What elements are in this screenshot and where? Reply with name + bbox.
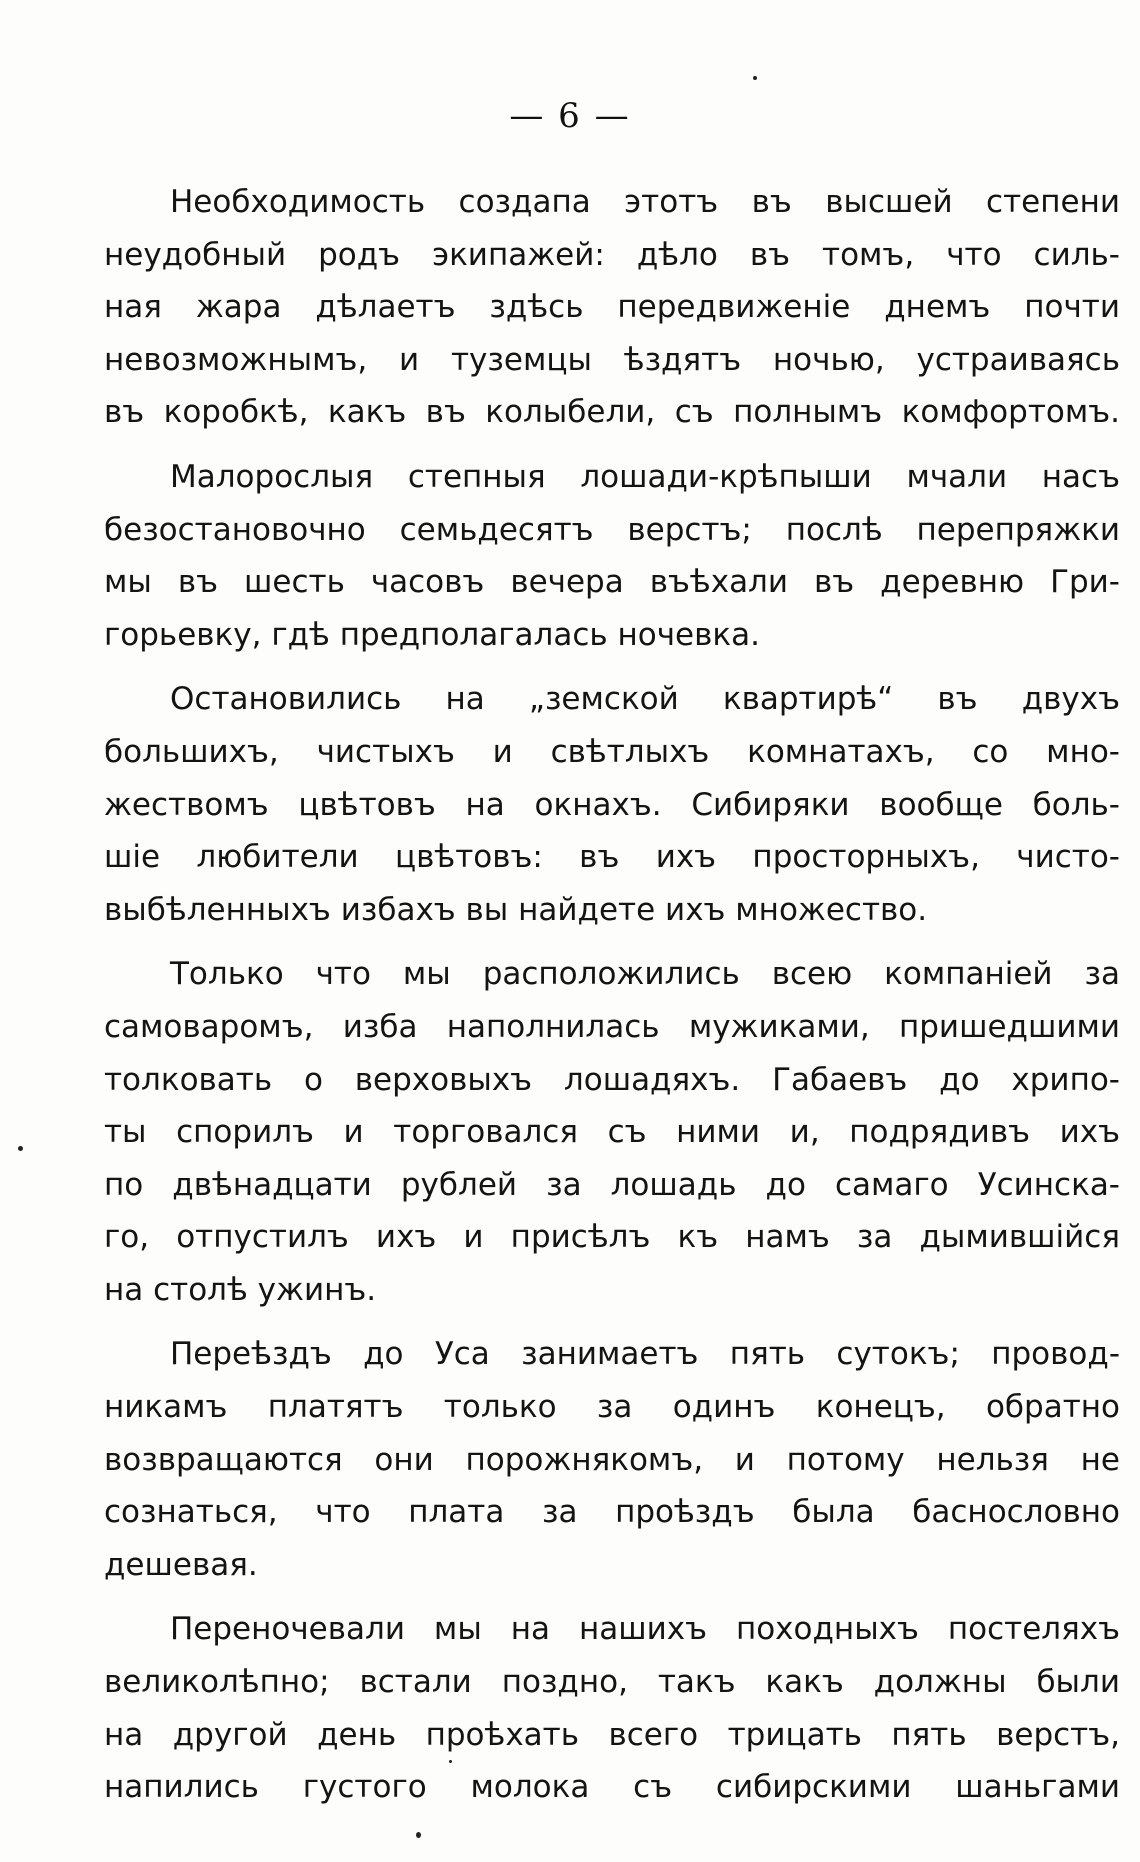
text-line: по двѣнадцати рублей за лошадь до самаго Усинска- — [104, 1166, 1120, 1203]
paragraph-2 — [104, 451, 1120, 661]
scan-speck — [449, 1760, 452, 1763]
text-line: Переночевали мы на нашихъ походныхъ постеляхъ — [170, 1611, 1120, 1648]
text-line: безостановочно семьдесятъ верстъ; послѣ перепряжки — [104, 511, 1120, 548]
text-line: го, отпустилъ ихъ и присѣлъ къ намъ за дымившійся — [104, 1219, 1120, 1256]
text-line: никамъ платятъ только за одинъ конецъ, обратно — [104, 1389, 1120, 1426]
paragraph-3 — [104, 673, 1120, 936]
text-line: невозможнымъ, и туземцы ѣздятъ ночью, устраиваясь — [104, 341, 1120, 378]
body-text — [104, 176, 1120, 1826]
text-line: самоваромъ, изба наполнилась мужиками, пришедшими — [104, 1008, 1120, 1045]
page-number: — 6 — — [509, 96, 631, 136]
paragraph-6 — [104, 1603, 1120, 1813]
text-line: выбѣленныхъ избахъ вы найдете ихъ множество. — [104, 891, 928, 928]
text-line: въ коробкѣ, какъ въ колыбели, съ полнымъ комфортомъ. — [104, 394, 1120, 431]
text-line: толковать о верховыхъ лошадяхъ. Габаевъ до хрипо- — [104, 1061, 1120, 1098]
paragraph-4 — [104, 948, 1120, 1316]
text-line: ная жара дѣлаетъ здѣсь передвиженіе днемъ почти — [104, 289, 1120, 326]
text-line: мы въ шесть часовъ вечера въѣхали въ деревню Гри- — [104, 564, 1120, 601]
text-line: на столѣ ужинъ. — [104, 1271, 377, 1308]
scan-speck — [416, 1832, 421, 1838]
text-line: Переѣздъ до Уса занимаетъ пять сутокъ; провод- — [170, 1336, 1120, 1373]
text-line: неудобный родъ экипажей: дѣло въ томъ, что силь- — [104, 236, 1120, 273]
text-line: горьевку, гдѣ предполагалась ночевка. — [104, 616, 760, 653]
text-line: на другой день проѣхать всего трицать пять верстъ, — [104, 1716, 1120, 1753]
text-line: большихъ, чистыхъ и свѣтлыхъ комнатахъ, со мно- — [104, 733, 1120, 770]
text-line: ты спорилъ и торговался съ ними и, подрядивъ ихъ — [104, 1114, 1120, 1151]
text-line: дешевая. — [104, 1546, 258, 1583]
text-line: Остановились на „земской квартирѣ“ въ двухъ — [170, 681, 1120, 718]
text-line: Необходимость создапа этотъ въ высшей степени — [170, 184, 1120, 220]
text-line: Только что мы расположились всею компаніей за — [170, 956, 1120, 993]
paragraph-5 — [104, 1328, 1120, 1591]
text-line: напились густого молока съ сибирскими шаньгами — [104, 1769, 1120, 1806]
text-line: сознаться, что плата за проѣздъ была баснословно — [104, 1494, 1120, 1531]
text-line: шіе любители цвѣтовъ: въ ихъ просторныхъ, чисто- — [104, 839, 1120, 876]
scan-speck — [18, 1146, 23, 1151]
paragraph-1 — [104, 176, 1120, 439]
text-line: возвращаются они порожнякомъ, и потому нельзя не — [104, 1441, 1120, 1478]
text-line: Малорослыя степныя лошади-крѣпыши мчали насъ — [170, 458, 1120, 495]
text-line: жествомъ цвѣтовъ на окнахъ. Сибиряки вообще боль- — [104, 786, 1120, 823]
text-line: великолѣпно; встали поздно, такъ какъ должны были — [104, 1664, 1120, 1701]
scan-speck — [753, 76, 757, 80]
